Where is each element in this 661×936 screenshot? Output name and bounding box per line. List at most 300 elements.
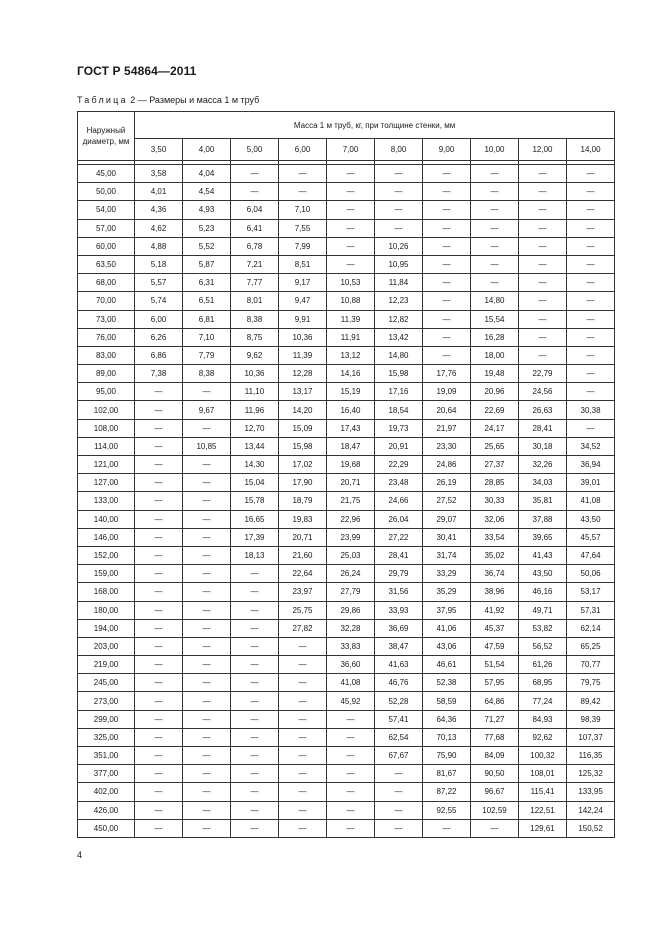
mass-cell: 38,96 [471, 583, 519, 601]
mass-cell: 43,06 [423, 637, 471, 655]
mass-cell: 41,08 [567, 492, 615, 510]
mass-cell: 4,04 [183, 165, 231, 183]
wall-thickness-header-row [78, 139, 615, 161]
table-row [78, 292, 615, 310]
mass-cell: 25,75 [279, 601, 327, 619]
mass-cell: — [423, 274, 471, 292]
diameter-cell: 50,00 [78, 183, 135, 201]
mass-cell: — [183, 474, 231, 492]
mass-cell: — [471, 819, 519, 837]
mass-cell: — [375, 783, 423, 801]
mass-cell: — [183, 819, 231, 837]
pipe-mass-table [77, 111, 615, 838]
mass-column-header: Масса 1 м труб, кг, при толщине стенки, мм [135, 112, 615, 139]
mass-cell: — [135, 619, 183, 637]
mass-cell: 4,62 [135, 219, 183, 237]
mass-cell: 10,26 [375, 237, 423, 255]
mass-cell: 11,96 [231, 401, 279, 419]
mass-cell: 65,25 [567, 637, 615, 655]
mass-cell: 46,61 [423, 656, 471, 674]
mass-cell: — [135, 765, 183, 783]
mass-cell: 6,51 [183, 292, 231, 310]
mass-cell: — [183, 528, 231, 546]
mass-cell: 90,50 [471, 765, 519, 783]
mass-cell: — [471, 237, 519, 255]
mass-cell: — [567, 219, 615, 237]
table-row [78, 201, 615, 219]
wall-thickness-header: 8,00 [375, 139, 423, 161]
diameter-cell: 245,00 [78, 674, 135, 692]
mass-cell: 14,20 [279, 401, 327, 419]
table-row [78, 492, 615, 510]
mass-cell: 19,83 [279, 510, 327, 528]
mass-cell: 15,19 [327, 383, 375, 401]
wall-thickness-header: 12,00 [519, 139, 567, 161]
mass-cell: 29,86 [327, 601, 375, 619]
mass-cell: — [423, 819, 471, 837]
diameter-cell: 146,00 [78, 528, 135, 546]
diameter-cell: 60,00 [78, 237, 135, 255]
mass-cell: 23,97 [279, 583, 327, 601]
mass-cell: 24,66 [375, 492, 423, 510]
mass-cell: 8,01 [231, 292, 279, 310]
mass-cell: — [183, 510, 231, 528]
mass-cell: 77,24 [519, 692, 567, 710]
diameter-cell: 168,00 [78, 583, 135, 601]
mass-cell: 20,64 [423, 401, 471, 419]
mass-cell: 133,95 [567, 783, 615, 801]
mass-cell: 7,21 [231, 255, 279, 273]
table-row [78, 274, 615, 292]
mass-cell: — [231, 710, 279, 728]
table-row [78, 255, 615, 273]
mass-cell: — [135, 692, 183, 710]
mass-cell: 14,80 [375, 346, 423, 364]
mass-cell: — [231, 637, 279, 655]
mass-cell: 7,79 [183, 346, 231, 364]
diameter-cell: 219,00 [78, 656, 135, 674]
mass-cell: — [135, 546, 183, 564]
mass-cell: 43,50 [567, 510, 615, 528]
table-row [78, 510, 615, 528]
mass-cell: — [231, 728, 279, 746]
mass-cell: 23,48 [375, 474, 423, 492]
mass-cell: — [135, 710, 183, 728]
mass-cell: — [183, 692, 231, 710]
mass-cell: — [231, 765, 279, 783]
mass-cell: 70,77 [567, 656, 615, 674]
mass-cell: — [183, 383, 231, 401]
mass-cell: 8,75 [231, 328, 279, 346]
mass-cell: — [135, 801, 183, 819]
mass-cell: — [567, 419, 615, 437]
mass-cell: — [135, 747, 183, 765]
diameter-cell: 351,00 [78, 747, 135, 765]
mass-cell: 14,80 [471, 292, 519, 310]
mass-cell: — [135, 783, 183, 801]
diameter-cell: 73,00 [78, 310, 135, 328]
mass-cell: — [231, 674, 279, 692]
diameter-cell: 152,00 [78, 546, 135, 564]
mass-cell: 4,54 [183, 183, 231, 201]
mass-cell: 26,04 [375, 510, 423, 528]
mass-cell: 46,16 [519, 583, 567, 601]
mass-cell: 35,02 [471, 546, 519, 564]
table-row [78, 765, 615, 783]
mass-cell: 102,59 [471, 801, 519, 819]
mass-cell: 52,38 [423, 674, 471, 692]
mass-cell: 13,42 [375, 328, 423, 346]
mass-cell: 21,60 [279, 546, 327, 564]
mass-cell: — [231, 601, 279, 619]
mass-cell: — [423, 183, 471, 201]
wall-thickness-header: 4,00 [183, 139, 231, 161]
mass-cell: 70,13 [423, 728, 471, 746]
mass-cell: — [567, 255, 615, 273]
mass-cell: 98,39 [567, 710, 615, 728]
mass-cell: 33,83 [327, 637, 375, 655]
wall-thickness-header: 3,50 [135, 139, 183, 161]
mass-cell: 7,77 [231, 274, 279, 292]
mass-cell: — [135, 674, 183, 692]
mass-cell: — [567, 165, 615, 183]
mass-cell: 35,29 [423, 583, 471, 601]
mass-cell: 107,37 [567, 728, 615, 746]
mass-cell: 150,52 [567, 819, 615, 837]
mass-cell: 5,74 [135, 292, 183, 310]
mass-cell: 25,03 [327, 546, 375, 564]
mass-cell: 14,16 [327, 365, 375, 383]
mass-cell: 116,35 [567, 747, 615, 765]
table-row [78, 637, 615, 655]
mass-cell: 10,85 [183, 437, 231, 455]
mass-cell: 6,86 [135, 346, 183, 364]
mass-cell: 46,76 [375, 674, 423, 692]
mass-cell: 57,31 [567, 601, 615, 619]
mass-cell: 13,12 [327, 346, 375, 364]
diameter-cell: 273,00 [78, 692, 135, 710]
mass-cell: 51,54 [471, 656, 519, 674]
mass-cell: 125,32 [567, 765, 615, 783]
mass-cell: — [519, 310, 567, 328]
mass-cell: 34,03 [519, 474, 567, 492]
mass-cell: 10,53 [327, 274, 375, 292]
mass-cell: — [327, 710, 375, 728]
mass-cell: 37,88 [519, 510, 567, 528]
mass-cell: — [327, 237, 375, 255]
mass-cell: 81,67 [423, 765, 471, 783]
mass-cell: — [135, 510, 183, 528]
mass-cell: 16,28 [471, 328, 519, 346]
mass-cell: 3,58 [135, 165, 183, 183]
mass-cell: 28,41 [519, 419, 567, 437]
mass-cell: 57,95 [471, 674, 519, 692]
mass-cell: 36,74 [471, 565, 519, 583]
mass-cell: 24,86 [423, 456, 471, 474]
mass-cell: 27,37 [471, 456, 519, 474]
mass-cell: 30,38 [567, 401, 615, 419]
mass-cell: 21,97 [423, 419, 471, 437]
mass-cell: 16,65 [231, 510, 279, 528]
table-row [78, 383, 615, 401]
mass-cell: 15,04 [231, 474, 279, 492]
mass-cell: 15,78 [231, 492, 279, 510]
mass-cell: — [135, 419, 183, 437]
mass-cell: — [423, 328, 471, 346]
table-row [78, 528, 615, 546]
mass-cell: 9,62 [231, 346, 279, 364]
mass-cell: 15,98 [279, 437, 327, 455]
mass-cell: — [423, 201, 471, 219]
mass-cell: — [279, 783, 327, 801]
mass-cell: — [519, 328, 567, 346]
mass-cell: 64,86 [471, 692, 519, 710]
mass-cell: 6,04 [231, 201, 279, 219]
mass-cell: 23,30 [423, 437, 471, 455]
mass-cell: 77,68 [471, 728, 519, 746]
mass-cell: — [279, 801, 327, 819]
mass-cell: — [519, 292, 567, 310]
mass-cell: — [183, 456, 231, 474]
mass-cell: 22,96 [327, 510, 375, 528]
diameter-cell: 180,00 [78, 601, 135, 619]
mass-cell: 47,64 [567, 546, 615, 564]
mass-cell: 25,65 [471, 437, 519, 455]
mass-cell: — [279, 637, 327, 655]
mass-cell: — [471, 255, 519, 273]
mass-cell: 27,22 [375, 528, 423, 546]
mass-cell: — [183, 765, 231, 783]
table-row [78, 456, 615, 474]
table-row [78, 328, 615, 346]
table-row [78, 801, 615, 819]
mass-cell: — [375, 801, 423, 819]
mass-cell: — [519, 237, 567, 255]
table-row [78, 728, 615, 746]
mass-cell: — [183, 565, 231, 583]
wall-thickness-header: 14,00 [567, 139, 615, 161]
diameter-cell: 76,00 [78, 328, 135, 346]
mass-cell: 36,69 [375, 619, 423, 637]
mass-cell: — [567, 310, 615, 328]
mass-cell: — [183, 801, 231, 819]
mass-cell: 41,43 [519, 546, 567, 564]
mass-cell: 4,88 [135, 237, 183, 255]
mass-cell: 20,71 [279, 528, 327, 546]
table-row [78, 365, 615, 383]
mass-cell: — [279, 819, 327, 837]
mass-cell: 84,93 [519, 710, 567, 728]
mass-cell: — [279, 710, 327, 728]
wall-thickness-header: 6,00 [279, 139, 327, 161]
mass-cell: 7,10 [183, 328, 231, 346]
table-row [78, 310, 615, 328]
mass-cell: — [183, 674, 231, 692]
mass-cell: 30,41 [423, 528, 471, 546]
mass-cell: 8,38 [183, 365, 231, 383]
mass-cell: 15,98 [375, 365, 423, 383]
diameter-cell: 54,00 [78, 201, 135, 219]
mass-cell: — [471, 274, 519, 292]
mass-cell: 45,92 [327, 692, 375, 710]
diameter-cell: 127,00 [78, 474, 135, 492]
mass-cell: — [327, 201, 375, 219]
mass-cell: — [183, 637, 231, 655]
mass-cell: 12,28 [279, 365, 327, 383]
mass-cell: 129,61 [519, 819, 567, 837]
table-row [78, 601, 615, 619]
mass-cell: — [135, 474, 183, 492]
mass-cell: 16,40 [327, 401, 375, 419]
mass-cell: — [183, 419, 231, 437]
diameter-cell: 68,00 [78, 274, 135, 292]
mass-cell: 89,42 [567, 692, 615, 710]
mass-cell: 38,47 [375, 637, 423, 655]
table-row [78, 419, 615, 437]
mass-cell: 19,68 [327, 456, 375, 474]
mass-cell: 17,43 [327, 419, 375, 437]
mass-cell: 52,28 [375, 692, 423, 710]
mass-cell: 32,06 [471, 510, 519, 528]
table-row [78, 401, 615, 419]
mass-cell: — [135, 656, 183, 674]
mass-cell: — [375, 201, 423, 219]
mass-cell: — [471, 183, 519, 201]
mass-cell: — [231, 692, 279, 710]
mass-cell: 67,67 [375, 747, 423, 765]
mass-cell: 10,88 [327, 292, 375, 310]
mass-cell: — [183, 728, 231, 746]
wall-thickness-header: 10,00 [471, 139, 519, 161]
mass-cell: — [567, 346, 615, 364]
mass-cell: 10,36 [231, 365, 279, 383]
mass-cell: 11,91 [327, 328, 375, 346]
mass-cell: — [183, 583, 231, 601]
diameter-cell: 102,00 [78, 401, 135, 419]
wall-thickness-header: 5,00 [231, 139, 279, 161]
page-number: 4 [77, 850, 83, 860]
mass-cell: 29,07 [423, 510, 471, 528]
mass-cell: 26,24 [327, 565, 375, 583]
mass-cell: 34,52 [567, 437, 615, 455]
mass-cell: 45,57 [567, 528, 615, 546]
mass-cell: 15,54 [471, 310, 519, 328]
diameter-cell: 95,00 [78, 383, 135, 401]
mass-cell: — [327, 747, 375, 765]
mass-cell: — [135, 437, 183, 455]
diameter-column-header: Наружный диаметр, мм [78, 112, 135, 161]
mass-cell: — [567, 183, 615, 201]
mass-cell: 142,24 [567, 801, 615, 819]
mass-cell: 17,02 [279, 456, 327, 474]
mass-cell: — [423, 346, 471, 364]
mass-cell: 33,93 [375, 601, 423, 619]
mass-cell: 6,26 [135, 328, 183, 346]
mass-cell: 7,38 [135, 365, 183, 383]
mass-cell: — [519, 165, 567, 183]
diameter-cell: 450,00 [78, 819, 135, 837]
mass-cell: — [519, 219, 567, 237]
mass-cell: 96,67 [471, 783, 519, 801]
diameter-cell: 63,50 [78, 255, 135, 273]
table-row [78, 183, 615, 201]
table-row [78, 219, 615, 237]
mass-cell: 87,22 [423, 783, 471, 801]
mass-cell: — [327, 765, 375, 783]
mass-cell: 8,51 [279, 255, 327, 273]
mass-cell: 45,37 [471, 619, 519, 637]
mass-cell: — [279, 165, 327, 183]
mass-cell: — [135, 528, 183, 546]
mass-cell: 5,52 [183, 237, 231, 255]
mass-cell: — [327, 255, 375, 273]
mass-cell: 18,79 [279, 492, 327, 510]
table-row [78, 346, 615, 364]
mass-cell: 31,56 [375, 583, 423, 601]
table-row [78, 656, 615, 674]
mass-cell: — [567, 237, 615, 255]
table-row [78, 546, 615, 564]
diameter-cell: 194,00 [78, 619, 135, 637]
mass-cell: 9,47 [279, 292, 327, 310]
diameter-cell: 426,00 [78, 801, 135, 819]
mass-cell: 20,91 [375, 437, 423, 455]
mass-cell: — [375, 819, 423, 837]
mass-cell: — [183, 783, 231, 801]
mass-cell: 12,23 [375, 292, 423, 310]
mass-cell: 11,39 [327, 310, 375, 328]
table-row [78, 783, 615, 801]
mass-cell: 47,59 [471, 637, 519, 655]
mass-cell: 17,39 [231, 528, 279, 546]
diameter-cell: 402,00 [78, 783, 135, 801]
diameter-cell: 70,00 [78, 292, 135, 310]
mass-cell: 18,47 [327, 437, 375, 455]
mass-cell: — [327, 819, 375, 837]
mass-cell: — [183, 656, 231, 674]
mass-cell: 7,10 [279, 201, 327, 219]
mass-cell: — [135, 819, 183, 837]
mass-cell: 9,91 [279, 310, 327, 328]
mass-cell: 7,55 [279, 219, 327, 237]
mass-cell: 6,81 [183, 310, 231, 328]
mass-cell: — [519, 183, 567, 201]
mass-cell: 18,54 [375, 401, 423, 419]
diameter-cell: 45,00 [78, 165, 135, 183]
mass-cell: 19,48 [471, 365, 519, 383]
mass-cell: — [519, 346, 567, 364]
mass-cell: 64,36 [423, 710, 471, 728]
mass-cell: — [279, 692, 327, 710]
mass-cell: 37,95 [423, 601, 471, 619]
mass-cell: 41,08 [327, 674, 375, 692]
wall-thickness-header: 9,00 [423, 139, 471, 161]
mass-cell: 33,54 [471, 528, 519, 546]
mass-cell: — [231, 583, 279, 601]
mass-cell: 32,26 [519, 456, 567, 474]
mass-cell: 11,10 [231, 383, 279, 401]
mass-cell: 58,59 [423, 692, 471, 710]
table-row [78, 819, 615, 837]
mass-cell: — [135, 401, 183, 419]
mass-cell: 43,50 [519, 565, 567, 583]
mass-cell: — [423, 292, 471, 310]
mass-cell: — [279, 728, 327, 746]
mass-cell: 20,71 [327, 474, 375, 492]
mass-cell: 29,79 [375, 565, 423, 583]
mass-cell: — [375, 165, 423, 183]
mass-cell: — [327, 219, 375, 237]
